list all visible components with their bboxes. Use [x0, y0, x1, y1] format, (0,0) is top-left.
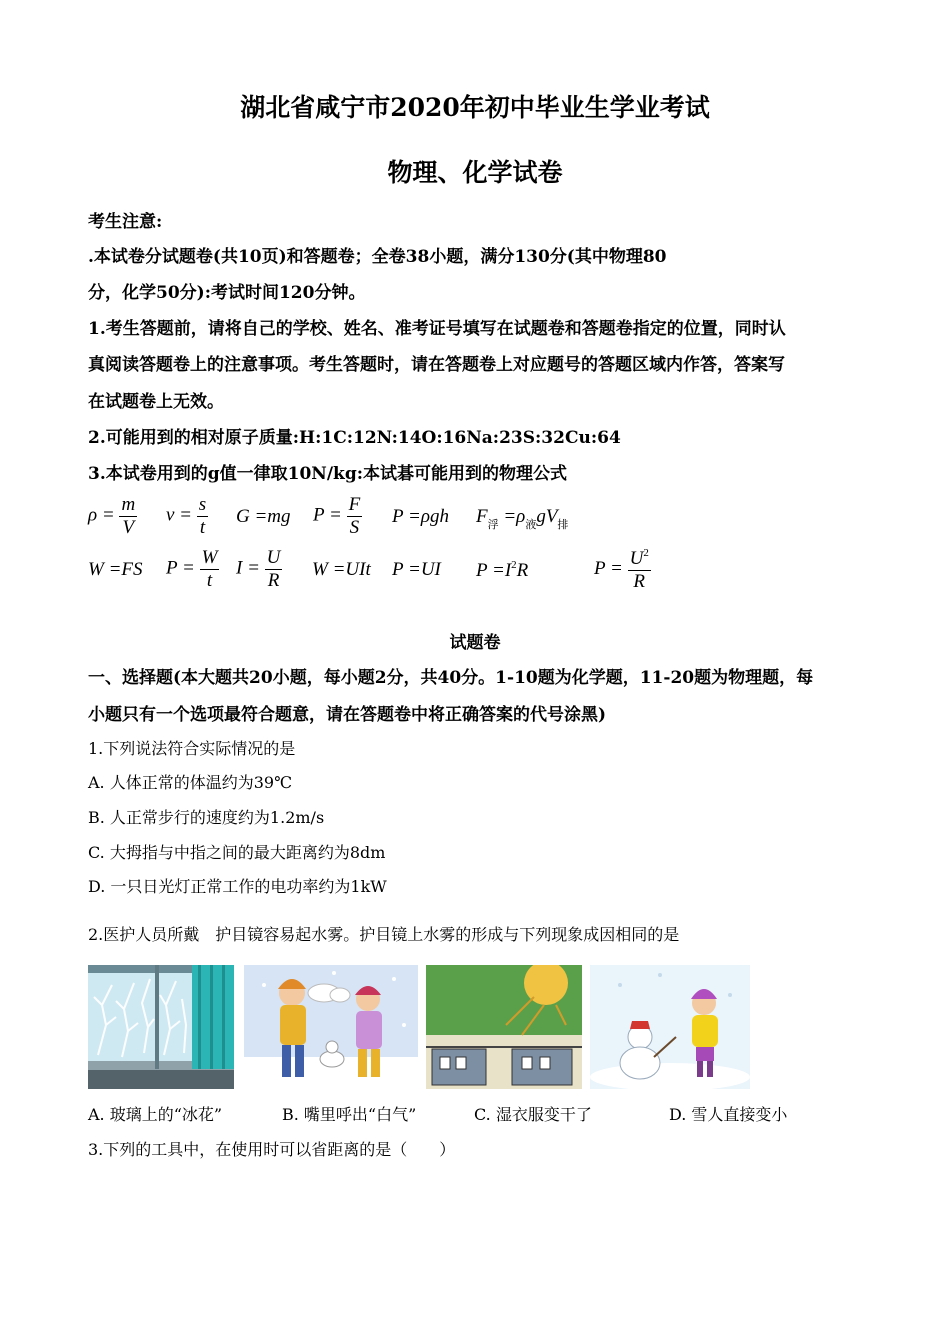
- section-intro: 小题只有一个选项最符合题意，请在答题卷中将正确答案的代号涂黑): [88, 705, 607, 725]
- notice-line: 分，化学50分):考试时间120分钟。: [88, 283, 366, 303]
- window-frost-image: [88, 965, 234, 1089]
- notice-line: 在试题卷上无效。: [88, 392, 224, 412]
- question-2-option-c: C. 湿衣服变干了: [474, 1105, 592, 1124]
- cold-breath-image: [244, 965, 418, 1089]
- question-2-option-a: A. 玻璃上的“冰花”: [88, 1105, 223, 1124]
- formula-gravity: G =mg: [236, 506, 291, 527]
- exam-title: 湖北省咸宁市2020年初中毕业生学业考试: [240, 93, 710, 122]
- section-heading: 试题卷: [449, 633, 501, 653]
- formula-buoyancy: $F_浮 =\rho_液gV_排$: [476, 506, 569, 531]
- question-1-option-b: B. 人正常步行的速度约为1.2m/s: [88, 808, 325, 827]
- notice-line: 1.考生答题前，请将自己的学校、姓名、准考证号填写在试题卷和答题卷指定的位置，同时认: [88, 319, 786, 339]
- formula-liquid-pressure: P =ρgh: [392, 506, 449, 527]
- formula-work: W =FS: [88, 559, 143, 580]
- question-1-option-c: C. 大拇指与中指之间的最大距离约为8dm: [88, 843, 386, 862]
- exam-subtitle: 物理、化学试卷: [387, 158, 563, 187]
- question-2-stem: 2.医护人员所戴 护目镜容易起水雾。护目镜上水雾的形成与下列现象成因相同的是: [88, 925, 680, 944]
- question-2-option-b: B. 嘴里呼出“白气”: [282, 1105, 417, 1124]
- formula-current: I = $\frac{U}{R}$: [236, 547, 281, 591]
- question-1-stem: 1.下列说法符合实际情况的是: [88, 739, 296, 758]
- formula-power: P = $\frac{W}{t}$: [166, 547, 218, 591]
- notice-line: 3.本试卷用到的g值一律取10N/kg:本试碁可能用到的物理公式: [88, 464, 567, 484]
- formula-pressure: P = $\frac{F}{S}$: [313, 494, 361, 538]
- question-1-option-a: A. 人体正常的体温约为39℃: [88, 773, 292, 792]
- question-2-option-d: D. 雪人直接变小: [669, 1105, 788, 1124]
- question-3-stem: 3.下列的工具中，在使用时可以省距离的是（ ）: [88, 1140, 456, 1159]
- formula-density: ρ = $\frac{m}{V}$: [88, 494, 136, 538]
- snowman-image: [590, 965, 750, 1089]
- formula-speed: v = $\frac{s}{t}$: [166, 494, 207, 538]
- formula-electric-power: P =UI: [392, 559, 441, 580]
- notice-line: 2.可能用到的相对原子质量:H:1C:12N:14O:16Na:23S:32Cu:64: [88, 428, 621, 448]
- section-intro: 一、选择题(本大题共20小题，每小题2分，共40分。1-10题为化学题，11-20题为物理题，每: [88, 668, 814, 688]
- question-1-option-d: D. 一只日光灯正常工作的电功率约为1kW: [88, 877, 387, 896]
- formula-joule-power: $P =I^2R$: [476, 559, 529, 581]
- formula-voltage-power: P = $\frac{U^2}{R}$: [594, 547, 649, 592]
- formula-electric-work: W =UIt: [312, 559, 371, 580]
- notice-line: 真阅读答题卷上的注意事项。考生答题时，请在答题卷上对应题号的答题区域内作答，答案写: [88, 355, 785, 375]
- drying-clothes-image: [426, 965, 582, 1089]
- notice-line: .本试卷分试题卷(共10页)和答题卷；全卷38小题，满分130分(其中物理80: [88, 247, 667, 267]
- notice-heading: 考生注意:: [88, 212, 163, 232]
